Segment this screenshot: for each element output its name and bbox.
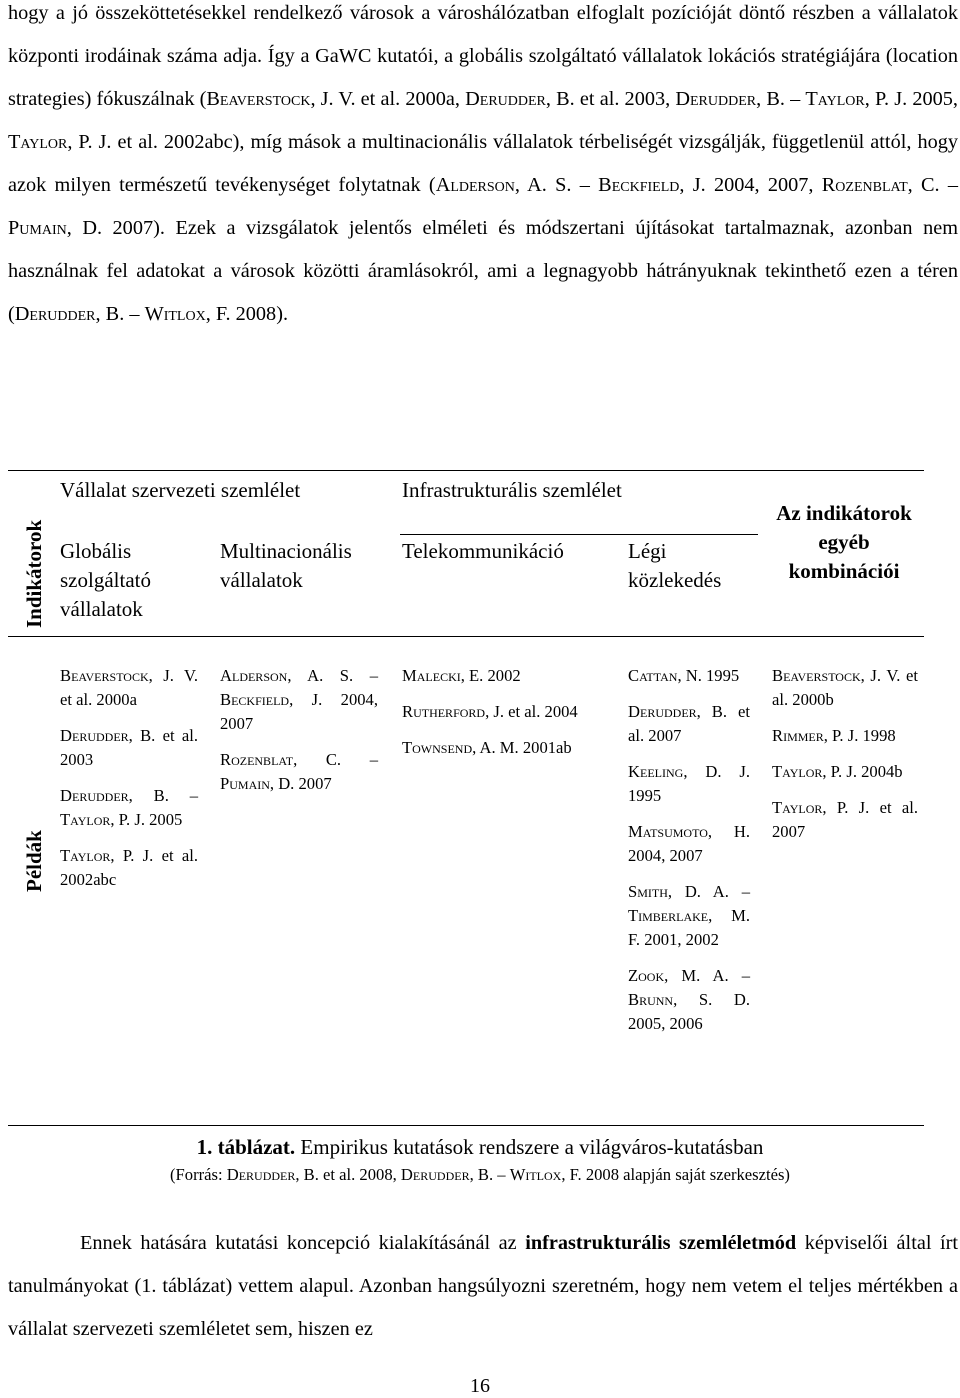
reference-author: Beckfield: [220, 690, 290, 709]
reference-entry: [60, 664, 198, 712]
caption-source-seg: , F. 2008 alapján saját szerkesztés): [561, 1165, 790, 1184]
header-telecom: Telekommunikáció: [402, 539, 564, 563]
table-top-rule: [8, 470, 924, 471]
reference-text: , B. et al. 2007: [628, 702, 750, 745]
reference-entry: [628, 700, 750, 748]
reference-text: , P. J. et al. 2002abc: [60, 846, 198, 889]
paragraph-top-seg: , P. J. et al. 2002abc), míg mások a multinacionális vállalatok térbeliségét vizsgálják, függetlenül attól, hogy azok milyen természetű tevékenységet folytatnak (: [8, 131, 958, 196]
reference-text: , D. J. 1995: [628, 762, 750, 805]
reference-author: Keeling: [628, 762, 684, 781]
examples-other: [772, 664, 918, 856]
reference-entry: [60, 724, 198, 772]
caption-source-seg: (Forrás:: [170, 1165, 227, 1184]
reference-author: Derudder: [60, 726, 129, 745]
row-label-examples: Példák: [22, 830, 46, 892]
reference-text: , M. F. 2001, 2002: [628, 906, 750, 949]
paragraph-top-seg: hogy a jó összeköttetésekkel rendelkező városok a városhálózatban elfoglalt pozícióját döntő részben a vállalatok központi irodáinak száma adja. Így a GaWC kutatói, a globális szolgáltató vállalatok lokációs stratégiájára (location strategies) fókuszálnak (: [8, 2, 958, 110]
reference-entry: [628, 820, 750, 868]
reference-author: Rimmer: [772, 726, 824, 745]
paragraph-bottom-bold: infrastrukturális szemléletmód: [525, 1232, 797, 1254]
reference-text: , J. V. et al. 2000b: [772, 666, 918, 709]
paragraph-top-seg: Pumain: [8, 217, 67, 239]
paragraph-top-seg: , P. J. 2005,: [864, 88, 958, 110]
reference-author: Brunn: [628, 990, 674, 1009]
reference-text: , P. J. et al. 2007: [772, 798, 918, 841]
paragraph-top-seg: Beckfield: [598, 174, 680, 196]
header-group-corporate: Vállalat szervezeti szemlélet: [60, 478, 301, 502]
reference-text: , C. –: [293, 750, 378, 769]
reference-author: Smith: [628, 882, 668, 901]
caption-source-seg: Derudder: [400, 1165, 470, 1184]
paragraph-top-seg: , B. –: [95, 303, 145, 325]
paragraph-top-seg: Alderson: [435, 174, 515, 196]
reference-author: Pumain: [220, 774, 270, 793]
paragraph-top-seg: Rozenblat: [821, 174, 908, 196]
reference-entry: [628, 964, 750, 1036]
reference-author: Zook: [628, 966, 665, 985]
header-other-combinations: Az indikátorok egyéb kombinációi: [776, 501, 912, 583]
reference-entry: [772, 724, 918, 748]
page-number: 16: [470, 1375, 490, 1397]
reference-author: Malecki: [402, 666, 461, 685]
caption-source-seg: Derudder: [226, 1165, 296, 1184]
reference-text: , P. J. 1998: [823, 726, 896, 745]
reference-entry: [402, 664, 607, 688]
paragraph-top-seg: Taylor: [8, 131, 68, 153]
reference-text: , J. 2004, 2007: [220, 690, 378, 733]
reference-entry: [628, 880, 750, 952]
header-global-services: Globális szolgáltató vállalatok: [60, 539, 151, 621]
header-air-transport: Légi közlekedés: [628, 539, 722, 592]
reference-text: , E. 2002: [460, 666, 521, 685]
body-paragraph-bottom: [8, 1222, 958, 1351]
reference-author: Cattan: [628, 666, 678, 685]
reference-entry: [220, 664, 378, 736]
reference-entry: [628, 760, 750, 808]
reference-author: Beaverstock: [60, 666, 149, 685]
reference-author: Beaverstock: [772, 666, 861, 685]
paragraph-top-seg: Witlox: [144, 303, 206, 325]
reference-author: Derudder: [60, 786, 129, 805]
table-bottom-rule: [8, 1125, 924, 1126]
reference-text: , A. S. –: [287, 666, 378, 685]
paragraph-top-seg: , D. 2007). Ezek a vizsgálatok jelentős elméleti és módszertani újításokat tartalmaznak, azonban nem használnak fel adatokat a városok közötti áramlásokról, ami a legnagyobb hátrányuknak tekinthető ezen a téren (: [8, 217, 958, 325]
paragraph-top-seg: Derudder: [465, 88, 546, 110]
reference-text: , A. M. 2001ab: [472, 738, 572, 757]
paragraph-bottom-text-2: képviselői által írt tanulmányokat (1. táblázat) vettem alapul. Azonban hangsúlyozni szeretném, hogy nem vetem el teljes mértékben a vállalat szervezeti szemléletet sem, hiszen ez: [8, 1232, 958, 1340]
reference-entry: [60, 784, 198, 832]
reference-author: Rozenblat: [220, 750, 294, 769]
header-group-infrastructure: Infrastrukturális szemlélet: [402, 478, 622, 502]
reference-author: Townsend: [402, 738, 473, 757]
reference-text: , J. V. et al. 2000a: [60, 666, 198, 709]
caption-source-seg: , B. et al. 2008,: [295, 1165, 401, 1184]
reference-text: , J. et al. 2004: [485, 702, 578, 721]
reference-author: Alderson: [220, 666, 288, 685]
paragraph-top-seg: , C. –: [907, 174, 958, 196]
paragraph-top-seg: Beaverstock: [206, 88, 311, 110]
caption-title: Empirikus kutatások rendszere a világváros-kutatásban: [295, 1135, 764, 1159]
paragraph-top-seg: , B. et al. 2003,: [545, 88, 676, 110]
reference-author: Derudder: [628, 702, 697, 721]
table-source: [0, 1164, 960, 1186]
reference-entry: [772, 664, 918, 712]
table-group-rule: [400, 534, 758, 535]
paragraph-top-seg: , A. S. –: [514, 174, 599, 196]
examples-global: [60, 664, 198, 904]
row-label-indicators: Indikátorok: [22, 519, 46, 628]
examples-multinational: [220, 664, 378, 808]
paragraph-top-seg: , J. 2004, 2007,: [679, 174, 822, 196]
reference-author: Taylor: [772, 762, 823, 781]
caption-source-seg: , B. –: [469, 1165, 510, 1184]
reference-author: Taylor: [60, 846, 111, 865]
reference-entry: [220, 748, 378, 796]
paragraph-top-seg: , B. –: [756, 88, 806, 110]
body-paragraph-top: [8, 0, 958, 336]
caption-number: 1. táblázat.: [196, 1135, 296, 1159]
reference-entry: [772, 760, 918, 784]
paragraph-top-seg: , F. 2008).: [205, 303, 289, 325]
reference-text: , D. A. –: [667, 882, 750, 901]
header-multinational: Multinacionális vállalatok: [220, 539, 352, 592]
reference-text: , D. 2007: [269, 774, 332, 793]
reference-text: , S. D. 2005, 2006: [628, 990, 750, 1033]
paragraph-top-seg: Derudder: [675, 88, 757, 110]
reference-author: Matsumoto: [628, 822, 708, 841]
reference-author: Taylor: [60, 810, 111, 829]
table-caption: [0, 1134, 960, 1160]
reference-text: , B. et al. 2003: [60, 726, 198, 769]
reference-text: , M. A. –: [664, 966, 750, 985]
reference-entry: [402, 736, 607, 760]
examples-air: [628, 664, 750, 1048]
reference-text: , H. 2004, 2007: [628, 822, 750, 865]
reference-text: , N. 1995: [677, 666, 740, 685]
caption-source-seg: Witlox: [509, 1165, 562, 1184]
reference-text: , P. J. 2005: [110, 810, 183, 829]
reference-author: Rutherford: [402, 702, 486, 721]
paragraph-top-seg: Derudder: [14, 303, 96, 325]
reference-author: Taylor: [772, 798, 823, 817]
reference-author: Timberlake: [628, 906, 709, 925]
reference-entry: [402, 700, 607, 724]
table-header-rule: [8, 636, 924, 637]
reference-text: , P. J. 2004b: [822, 762, 903, 781]
reference-entry: [628, 664, 750, 688]
paragraph-top-seg: Taylor: [805, 88, 865, 110]
reference-entry: [60, 844, 198, 892]
paragraph-top-seg: , J. V. et al. 2000a,: [310, 88, 466, 110]
reference-entry: [772, 796, 918, 844]
paragraph-bottom-text-1: Ennek hatására kutatási koncepció kialakításánál az: [80, 1232, 526, 1254]
examples-telecom: [402, 664, 607, 772]
reference-text: , B. –: [128, 786, 198, 805]
